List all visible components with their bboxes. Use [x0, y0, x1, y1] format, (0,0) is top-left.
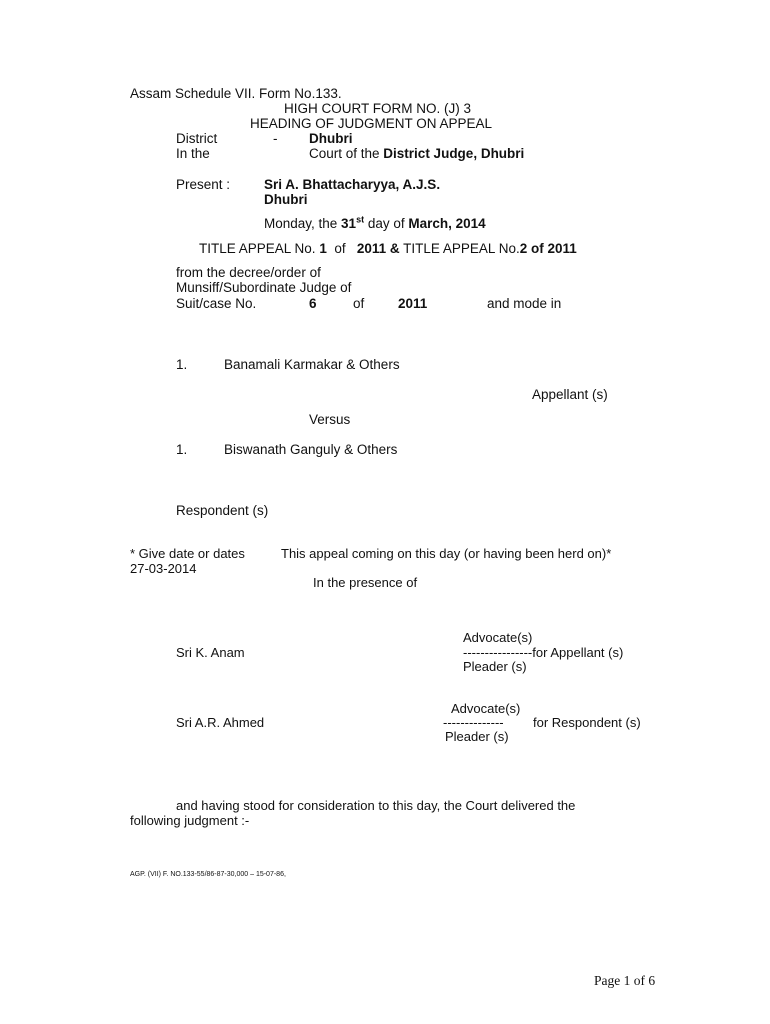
suit-mode: and mode in [487, 296, 562, 311]
appeal-number-2: 2 of 2011 [519, 241, 577, 256]
respondent-counsel-dashes: -------------- [443, 715, 504, 730]
presence-line: In the presence of [313, 575, 418, 590]
respondent-counsel-name: Sri A.R. Ahmed [176, 715, 265, 730]
appeal-prefix-2: TITLE APPEAL No. [399, 241, 520, 256]
presiding-place: Dhubri [264, 192, 308, 207]
appeal-of: of [326, 241, 357, 256]
suit-year: 2011 [398, 296, 428, 311]
date-prefix: Monday, the [264, 216, 342, 231]
present-label: Present : [176, 177, 231, 192]
give-date-note: * Give date or dates [130, 546, 245, 561]
appellant-pleader-label: Pleader (s) [463, 659, 527, 674]
date-day-suffix: st [356, 214, 365, 225]
appellant-number: 1. [176, 357, 188, 372]
appeal-prefix-1: TITLE APPEAL No. [199, 241, 320, 256]
appellant-advocate-label: Advocate(s) [463, 630, 533, 645]
document-heading: HEADING OF JUDGMENT ON APPEAL [250, 116, 493, 131]
versus-label: Versus [309, 412, 351, 427]
closing-line-2: following judgment :- [130, 813, 250, 828]
presiding-judge: Sri A. Bhattacharyya, A.J.S. [264, 177, 441, 192]
court-label: In the [176, 146, 210, 161]
appeal-year-1: 2011 & [356, 241, 400, 256]
respondent-advocate-label: Advocate(s) [451, 701, 521, 716]
date-month-year: March, 2014 [408, 216, 486, 231]
suit-of: of [353, 296, 365, 311]
court-prefix: Court of the [309, 146, 384, 161]
hearing-date: 27-03-2014 [130, 561, 197, 576]
district-label: District [176, 131, 218, 146]
appellant-name: Banamali Karmakar & Others [224, 357, 400, 372]
respondent-role: Respondent (s) [176, 503, 269, 518]
suit-number: 6 [309, 296, 317, 311]
date-day: 31 [341, 216, 357, 231]
form-print-code: AGP. (VII) F. NO.133-55/86-87-30,000 – 15-07-86, [130, 871, 286, 878]
district-value: Dhubri [309, 131, 353, 146]
appellant-counsel-for: ----------------for Appellant (s) [463, 645, 624, 660]
form-number: HIGH COURT FORM NO. (J) 3 [284, 101, 472, 116]
page-number: Page 1 of 6 [594, 973, 656, 988]
decree-line-1: from the decree/order of [176, 265, 321, 280]
suit-label: Suit/case No. [176, 296, 257, 311]
respondent-counsel-for: for Respondent (s) [533, 715, 641, 730]
appeal-coming-line: This appeal coming on this day (or having been herd on)* [281, 546, 612, 561]
respondent-pleader-label: Pleader (s) [445, 729, 509, 744]
decree-line-2: Munsiff/Subordinate Judge of [176, 280, 352, 295]
closing-line-1: and having stood for consideration to this day, the Court delivered the [176, 798, 576, 813]
court-line [309, 146, 524, 162]
respondent-number: 1. [176, 442, 188, 457]
district-dash: - [273, 131, 278, 146]
appellant-counsel-name: Sri K. Anam [176, 645, 245, 660]
form-schedule-line: Assam Schedule VII. Form No.133. [130, 86, 342, 101]
court-value: District Judge, Dhubri [383, 146, 525, 161]
appeal-number-1: 1 [319, 241, 327, 256]
respondent-name: Biswanath Ganguly & Others [224, 442, 398, 457]
judgment-date [264, 216, 486, 232]
appellant-role: Appellant (s) [532, 387, 608, 402]
appeal-number-line [199, 241, 577, 257]
date-mid: day of [364, 216, 409, 231]
